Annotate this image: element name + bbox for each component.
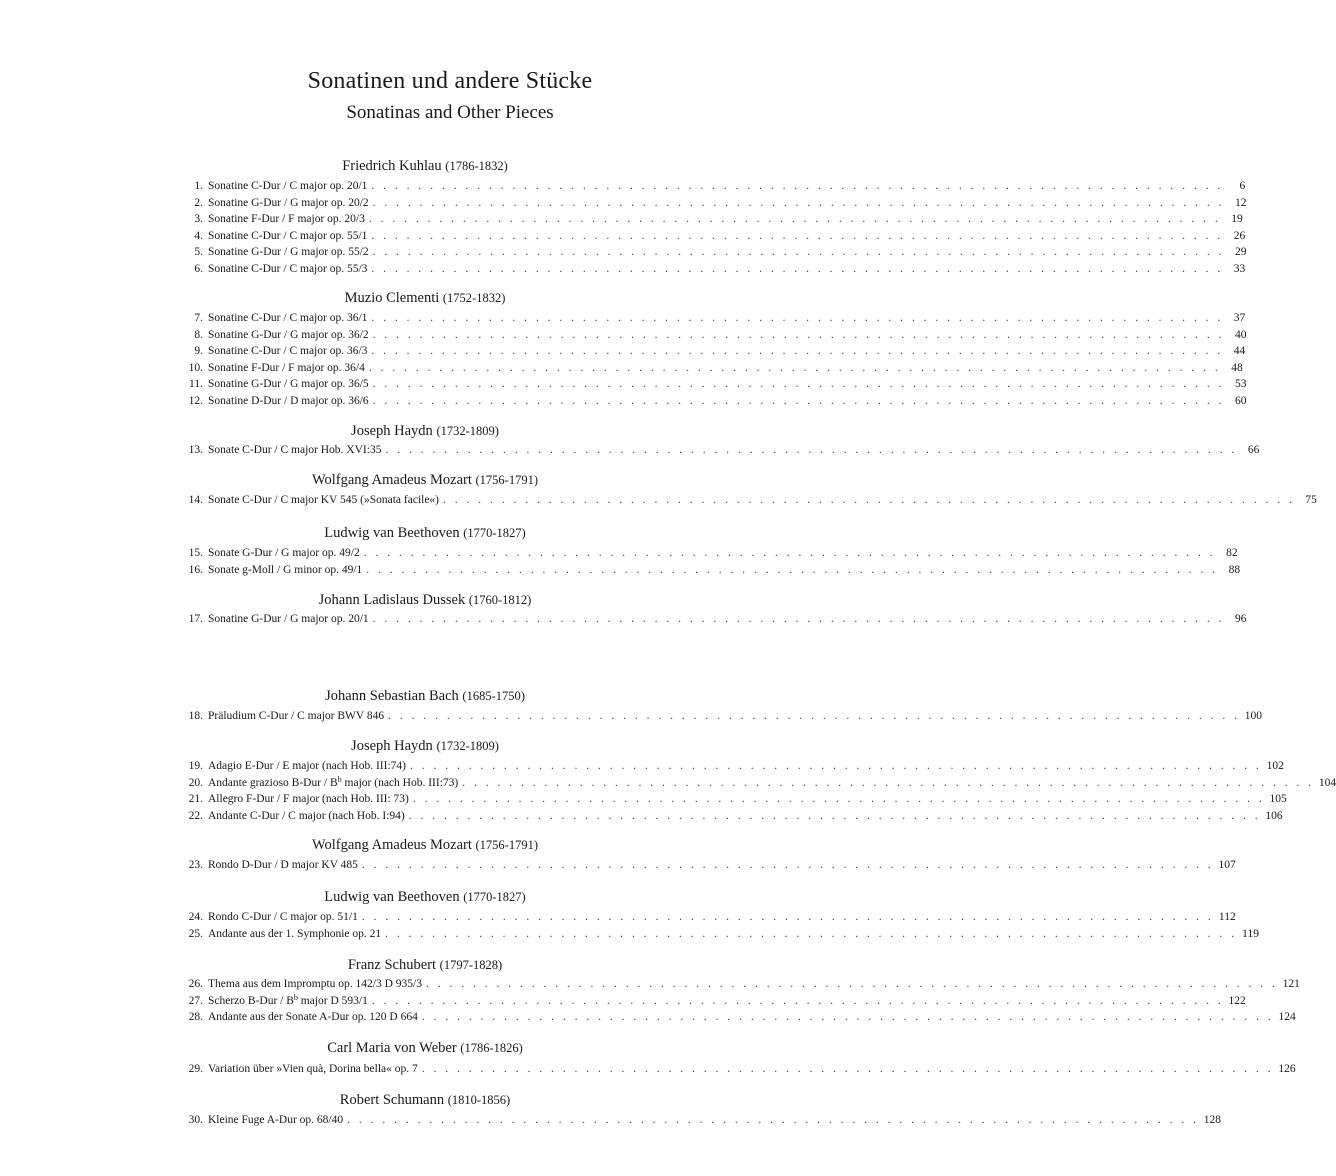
entry-number: 13. (188, 444, 203, 456)
dot-leader: . . . . . . . . . . . . . . . . . . . . . . . . . . . . . . . . . . . . . . . . . . . . . . . . . . . . . . . . . . . . . . . . . . . . . . . . . (361, 859, 1214, 871)
toc-entry (168, 360, 1243, 376)
toc-entry (168, 310, 1246, 326)
entry-page-number: 124 (1278, 1011, 1296, 1024)
entry-title-text: Sonate g-Moll / G minor op. 49/1 (208, 563, 363, 576)
entry-number: 4. (194, 229, 203, 242)
entry-number: 9. (194, 345, 203, 358)
composer-name: Friedrich Kuhlau (342, 158, 442, 174)
entry-page-number: 107 (1218, 859, 1236, 871)
composer-dates: (1685-1750) (462, 689, 525, 703)
entry-page-number: 112 (1218, 911, 1236, 923)
composer-heading (180, 1040, 670, 1057)
entry-page-number: 60 (1235, 395, 1247, 407)
entry-title-text: Sonatine G-Dur / G major op. 36/2 (208, 328, 369, 341)
toc-entry (168, 611, 1247, 627)
entry-title (203, 360, 365, 376)
toc-entry (168, 926, 1259, 942)
dot-leader: . . . . . . . . . . . . . . . . . . . . . . . . . . . . . . . . . . . . . . . . . . . . . . . . . . . . . . . . . . . . . . . . . . . . . . . . . (371, 994, 1224, 1007)
entry-title-text-after: major D 593/1 (297, 994, 368, 1007)
entry-number: 30. (188, 1114, 203, 1126)
dot-leader: . . . . . . . . . . . . . . . . . . . . . . . . . . . . . . . . . . . . . . . . . . . . . . . . . . . . . . . . . . . . . . . . . . . . . . . . . (421, 1011, 1274, 1024)
dot-leader: . . . . . . . . . . . . . . . . . . . . . . . . . . . . . . . . . . . . . . . . . . . . . . . . . . . . . . . . . . . . . . . . . . . . . . . . . (371, 345, 1224, 358)
entry-title-text: Sonatine F-Dur / F major op. 36/4 (208, 361, 365, 374)
entry-number: 22. (188, 809, 203, 822)
composer-heading (180, 290, 670, 307)
entry-number: 18. (188, 710, 203, 722)
toc-entry (168, 393, 1247, 409)
entry-page-number: 75 (1305, 494, 1317, 506)
entry-title-text: Sonate G-Dur / G major op. 49/2 (208, 547, 360, 559)
composer-dates: (1810-1856) (447, 1093, 511, 1107)
entry-title (203, 791, 409, 807)
entry-number: 6. (194, 263, 203, 275)
entry-title-text: Thema aus dem Impromptu op. 142/3 D 935/3 (208, 978, 422, 990)
entry-title (203, 708, 384, 724)
entry-page-number: 105 (1269, 793, 1287, 806)
composer-heading (180, 688, 670, 705)
entry-title (203, 775, 458, 791)
entry-title (203, 611, 369, 627)
entry-page-number: 53 (1235, 378, 1247, 391)
entry-title (203, 857, 358, 873)
toc-entry (168, 343, 1246, 359)
dot-leader: . . . . . . . . . . . . . . . . . . . . . . . . . . . . . . . . . . . . . . . . . . . . . . . . . . . . . . . . . . . . . . . . . . . . . . . . . (361, 911, 1214, 923)
entry-title-text: Sonatine C-Dur / C major op. 36/1 (208, 312, 368, 324)
composer-dates: (1732-1809) (436, 739, 499, 753)
entry-page-number: 102 (1266, 760, 1284, 772)
composer-dates: (1756-1791) (475, 838, 539, 852)
toc-entry (168, 791, 1287, 807)
entry-title (203, 1009, 418, 1025)
entry-title (203, 993, 368, 1009)
flat-superscript: b (293, 992, 298, 1002)
entry-page-number: 119 (1242, 927, 1259, 940)
dot-leader: . . . . . . . . . . . . . . . . . . . . . . . . . . . . . . . . . . . . . . . . . . . . . . . . . . . . . . . . . . . . . . . . . . . . . . . . . (372, 395, 1225, 407)
toc-entry (168, 327, 1247, 343)
composer-heading (180, 957, 670, 974)
entry-number: 8. (194, 328, 203, 341)
entry-title (203, 976, 422, 992)
composer-heading (180, 472, 670, 489)
dot-leader: . . . . . . . . . . . . . . . . . . . . . . . . . . . . . . . . . . . . . . . . . . . . . . . . . . . . . . . . . . . . . . . . . . . . . . . . . (366, 563, 1219, 576)
entry-page-number: 12 (1235, 196, 1247, 209)
toc-entry (168, 195, 1247, 211)
entry-title (203, 926, 381, 942)
toc-entry (168, 376, 1247, 392)
composer-heading (180, 592, 670, 609)
toc-entry (168, 211, 1243, 227)
dot-leader: . . . . . . . . . . . . . . . . . . . . . . . . . . . . . . . . . . . . . . . . . . . . . . . . . . . . . . . . . . . . . . . . . . . . . . . . . (372, 613, 1225, 625)
entry-page-number: 88 (1228, 563, 1241, 576)
entry-title-text: Sonatine F-Dur / F major op. 20/3 (208, 213, 365, 226)
entry-number: 20. (188, 776, 203, 789)
page-title: Sonatinen und andere Stücke (307, 68, 593, 94)
entry-title-text: Rondo C-Dur / C major op. 51/1 (208, 911, 358, 923)
dot-leader: . . . . . . . . . . . . . . . . . . . . . . . . . . . . . . . . . . . . . . . . . . . . . . . . . . . . . . . . . . . . . . . . . . . . . . . . . (412, 793, 1265, 806)
entry-page-number: 106 (1265, 809, 1283, 822)
composer-name: Wolfgang Amadeus Mozart (311, 472, 472, 488)
entry-title (203, 545, 360, 561)
entry-number: 24. (188, 911, 203, 923)
entry-title (203, 376, 369, 392)
composer-name: Ludwig van Beethoven (324, 889, 460, 905)
entry-title-text: Sonatine C-Dur / C major op. 36/3 (208, 345, 368, 358)
composer-dates: (1760-1812) (468, 593, 532, 607)
entry-title-text: Sonate C-Dur / C major KV 545 (»Sonata facile«) (208, 494, 440, 506)
toc-entry (168, 774, 1336, 791)
entry-title-text: Andante aus der 1. Symphonie op. 21 (208, 927, 382, 940)
entry-title-text: Sonatine C-Dur / C major op. 55/3 (208, 263, 368, 275)
entry-title (203, 261, 367, 277)
composer-dates: (1797-1828) (439, 958, 503, 972)
toc-entry (168, 261, 1246, 277)
dot-leader: . . . . . . . . . . . . . . . . . . . . . . . . . . . . . . . . . . . . . . . . . . . . . . . . . . . . . . . . . . . . . . . . . . . . . . . . . (371, 312, 1224, 324)
entry-page-number: 29 (1235, 246, 1247, 259)
entry-number: 21. (188, 793, 203, 806)
entry-title-text: Rondo D-Dur / D major KV 485 (208, 859, 358, 871)
toc-entry (168, 1061, 1296, 1077)
flat-superscript: b (337, 774, 342, 784)
composer-heading (180, 889, 670, 906)
entry-title (203, 244, 369, 260)
entry-page-number: 128 (1203, 1114, 1221, 1126)
composer-name: Wolfgang Amadeus Mozart (311, 837, 472, 853)
entry-title-text: Andante C-Dur / C major (nach Hob. I:94) (208, 809, 405, 822)
toc-entry (168, 708, 1262, 724)
composer-heading (180, 1092, 670, 1109)
dot-leader: . . . . . . . . . . . . . . . . . . . . . . . . . . . . . . . . . . . . . . . . . . . . . . . . . . . . . . . . . . . . . . . . . . . . . . . . . (462, 776, 1315, 789)
toc-entry (168, 1009, 1296, 1025)
entry-title (203, 562, 362, 578)
composer-dates: (1756-1791) (475, 473, 539, 487)
entry-title-text: Andante aus der Sonate A-Dur op. 120 D 664 (208, 1011, 418, 1024)
entry-title-text: Präludium C-Dur / C major BWV 846 (208, 710, 385, 722)
entry-page-number: 121 (1282, 978, 1300, 990)
entry-title (203, 909, 358, 925)
composer-name: Joseph Haydn (351, 738, 433, 754)
entry-page-number: 66 (1247, 444, 1260, 456)
dot-leader: . . . . . . . . . . . . . . . . . . . . . . . . . . . . . . . . . . . . . . . . . . . . . . . . . . . . . . . . . . . . . . . . . . . . . . . . . (421, 1063, 1274, 1075)
toc-entry (168, 492, 1317, 508)
toc-entry (168, 1112, 1221, 1128)
entry-number: 1. (194, 180, 203, 192)
entry-title (203, 343, 367, 359)
composer-name: Robert Schumann (339, 1092, 445, 1108)
composer-name: Johann Sebastian Bach (325, 688, 459, 704)
entry-title (203, 178, 367, 194)
entry-page-number: 48 (1231, 361, 1243, 374)
composer-dates: (1770-1827) (463, 890, 526, 904)
toc-entry (168, 562, 1241, 578)
entry-title (203, 327, 369, 343)
dot-leader: . . . . . . . . . . . . . . . . . . . . . . . . . . . . . . . . . . . . . . . . . . . . . . . . . . . . . . . . . . . . . . . . . . . . . . . . . (372, 378, 1225, 391)
entry-title-text: Sonatine C-Dur / C major op. 20/1 (208, 180, 368, 192)
composer-dates: (1786-1832) (445, 159, 508, 173)
entry-title (203, 228, 367, 244)
entry-title-text: Adagio E-Dur / E major (nach Hob. III:74) (208, 760, 406, 772)
composer-heading (180, 158, 670, 175)
toc-entry (168, 758, 1284, 774)
entry-number: 16. (188, 563, 203, 576)
entry-page-number: 82 (1226, 547, 1238, 559)
entry-title (203, 393, 369, 409)
composer-name: Muzio Clementi (344, 290, 440, 306)
entry-page-number: 96 (1235, 613, 1247, 625)
entry-number: 7. (194, 312, 203, 324)
entry-title-text: Sonatine G-Dur / G major op. 20/1 (208, 613, 369, 625)
entry-title (203, 758, 406, 774)
entry-title-text: Sonatine C-Dur / C major op. 55/1 (208, 229, 368, 242)
composer-name: Franz Schubert (347, 957, 437, 973)
composer-heading (180, 525, 670, 542)
dot-leader: . . . . . . . . . . . . . . . . . . . . . . . . . . . . . . . . . . . . . . . . . . . . . . . . . . . . . . . . . . . . . . . . . . . . . . . . . (363, 547, 1216, 559)
composer-heading (180, 738, 670, 755)
dot-leader: . . . . . . . . . . . . . . . . . . . . . . . . . . . . . . . . . . . . . . . . . . . . . . . . . . . . . . . . . . . . . . . . . . . . . . . . . (368, 361, 1221, 374)
entry-title (203, 1061, 418, 1077)
dot-leader: . . . . . . . . . . . . . . . . . . . . . . . . . . . . . . . . . . . . . . . . . . . . . . . . . . . . . . . . . . . . . . . . . . . . . . . . . (372, 328, 1225, 341)
entry-page-number: 122 (1228, 994, 1246, 1007)
entry-number: 11. (189, 378, 203, 391)
dot-leader: . . . . . . . . . . . . . . . . . . . . . . . . . . . . . . . . . . . . . . . . . . . . . . . . . . . . . . . . . . . . . . . . . . . . . . . . . (443, 494, 1295, 506)
toc-entry (168, 857, 1236, 873)
dot-leader: . . . . . . . . . . . . . . . . . . . . . . . . . . . . . . . . . . . . . . . . . . . . . . . . . . . . . . . . . . . . . . . . . . . . . . . . . (426, 978, 1278, 990)
dot-leader: . . . . . . . . . . . . . . . . . . . . . . . . . . . . . . . . . . . . . . . . . . . . . . . . . . . . . . . . . . . . . . . . . . . . . . . . . (372, 246, 1225, 259)
entry-title-text: Sonate C-Dur / C major Hob. XVI:35 (208, 444, 382, 456)
entry-title-text: Scherzo B-Dur / B (208, 994, 294, 1007)
entry-title (203, 310, 367, 326)
dot-leader: . . . . . . . . . . . . . . . . . . . . . . . . . . . . . . . . . . . . . . . . . . . . . . . . . . . . . . . . . . . . . . . . . . . . . . . . . (410, 760, 1262, 772)
dot-leader: . . . . . . . . . . . . . . . . . . . . . . . . . . . . . . . . . . . . . . . . . . . . . . . . . . . . . . . . . . . . . . . . . . . . . . . . . (408, 809, 1261, 822)
page-subtitle: Sonatinas and Other Pieces (346, 102, 554, 123)
entry-number: 27. (188, 994, 203, 1007)
dot-leader: . . . . . . . . . . . . . . . . . . . . . . . . . . . . . . . . . . . . . . . . . . . . . . . . . . . . . . . . . . . . . . . . . . . . . . . . . (371, 229, 1224, 242)
composer-name: Johann Ladislaus Dussek (318, 592, 466, 608)
entry-number: 28. (188, 1011, 203, 1024)
entry-number: 26. (188, 978, 203, 990)
entry-title (203, 442, 381, 458)
toc-entry (168, 244, 1247, 260)
dot-leader: . . . . . . . . . . . . . . . . . . . . . . . . . . . . . . . . . . . . . . . . . . . . . . . . . . . . . . . . . . . . . . . . . . . . . . . . . (385, 444, 1238, 456)
entry-number: 19. (188, 760, 203, 772)
entry-title (203, 195, 369, 211)
entry-title-text: Sonatine G-Dur / G major op. 36/5 (208, 378, 369, 391)
entry-page-number: 104 (1318, 776, 1336, 789)
dot-leader: . . . . . . . . . . . . . . . . . . . . . . . . . . . . . . . . . . . . . . . . . . . . . . . . . . . . . . . . . . . . . . . . . . . . . . . . . (388, 710, 1240, 722)
entry-page-number: 37 (1233, 312, 1246, 324)
entry-title-text: Kleine Fuge A-Dur op. 68/40 (208, 1114, 344, 1126)
entry-title (203, 211, 365, 227)
entry-number: 3. (194, 213, 203, 226)
entry-number: 15. (188, 547, 203, 559)
toc-entry (168, 909, 1236, 925)
toc-entry (168, 442, 1260, 458)
entry-page-number: 40 (1235, 328, 1247, 341)
entry-number: 17. (188, 613, 203, 625)
composer-dates: (1770-1827) (463, 526, 526, 540)
entry-title-text: Sonatine D-Dur / D major op. 36/6 (208, 395, 369, 407)
entry-page-number: 100 (1244, 710, 1262, 722)
dot-leader: . . . . . . . . . . . . . . . . . . . . . . . . . . . . . . . . . . . . . . . . . . . . . . . . . . . . . . . . . . . . . . . . . . . . . . . . . (385, 927, 1237, 940)
entry-title (203, 1112, 343, 1128)
entry-title-text: Sonatine G-Dur / G major op. 20/2 (208, 196, 369, 209)
entry-page-number: 33 (1233, 263, 1246, 275)
entry-number: 23. (188, 859, 203, 871)
entry-page-number: 6 (1239, 180, 1246, 192)
entry-number: 14. (188, 494, 203, 506)
entry-title (203, 808, 405, 824)
toc-entry (168, 545, 1238, 561)
dot-leader: . . . . . . . . . . . . . . . . . . . . . . . . . . . . . . . . . . . . . . . . . . . . . . . . . . . . . . . . . . . . . . . . . . . . . . . . . (347, 1114, 1199, 1126)
dot-leader: . . . . . . . . . . . . . . . . . . . . . . . . . . . . . . . . . . . . . . . . . . . . . . . . . . . . . . . . . . . . . . . . . . . . . . . . . (371, 180, 1224, 192)
composer-dates: (1752-1832) (442, 291, 506, 305)
composer-name: Ludwig van Beethoven (324, 525, 460, 541)
entry-title-text: Allegro F-Dur / F major (nach Hob. III: 73) (208, 793, 409, 806)
composer-name: Joseph Haydn (351, 423, 433, 439)
entry-title-text: Andante grazioso B-Dur / B (208, 776, 338, 789)
toc-entry (168, 976, 1300, 992)
dot-leader: . . . . . . . . . . . . . . . . . . . . . . . . . . . . . . . . . . . . . . . . . . . . . . . . . . . . . . . . . . . . . . . . . . . . . . . . . (372, 196, 1225, 209)
dot-leader: . . . . . . . . . . . . . . . . . . . . . . . . . . . . . . . . . . . . . . . . . . . . . . . . . . . . . . . . . . . . . . . . . . . . . . . . . (368, 213, 1221, 226)
composer-name: Carl Maria von Weber (327, 1040, 457, 1056)
entry-number: 29. (188, 1063, 203, 1075)
composer-dates: (1786-1826) (460, 1041, 523, 1055)
entry-number: 2. (194, 196, 203, 209)
entry-page-number: 44 (1233, 345, 1246, 358)
entry-title-text: Sonatine G-Dur / G major op. 55/2 (208, 246, 369, 259)
entry-page-number: 26 (1233, 229, 1246, 242)
composer-dates: (1732-1809) (436, 424, 499, 438)
entry-page-number: 19 (1231, 213, 1243, 226)
entry-title (203, 492, 439, 508)
composer-heading (180, 423, 670, 440)
composer-heading (180, 837, 670, 854)
entry-title-text-after: major (nach Hob. III:73) (341, 776, 459, 789)
toc-entry (168, 228, 1246, 244)
entry-page-number: 126 (1278, 1063, 1296, 1075)
toc-entry (168, 178, 1246, 194)
entry-title-text: Variation über »Vien quà, Dorina bella« op. 7 (208, 1063, 418, 1075)
entry-number: 12. (188, 395, 203, 407)
toc-entry (168, 808, 1283, 824)
entry-number: 10. (188, 361, 203, 374)
entry-number: 25. (188, 927, 203, 940)
toc-entry (168, 992, 1246, 1009)
entry-number: 5. (194, 246, 203, 259)
dot-leader: . . . . . . . . . . . . . . . . . . . . . . . . . . . . . . . . . . . . . . . . . . . . . . . . . . . . . . . . . . . . . . . . . . . . . . . . . (371, 263, 1224, 275)
